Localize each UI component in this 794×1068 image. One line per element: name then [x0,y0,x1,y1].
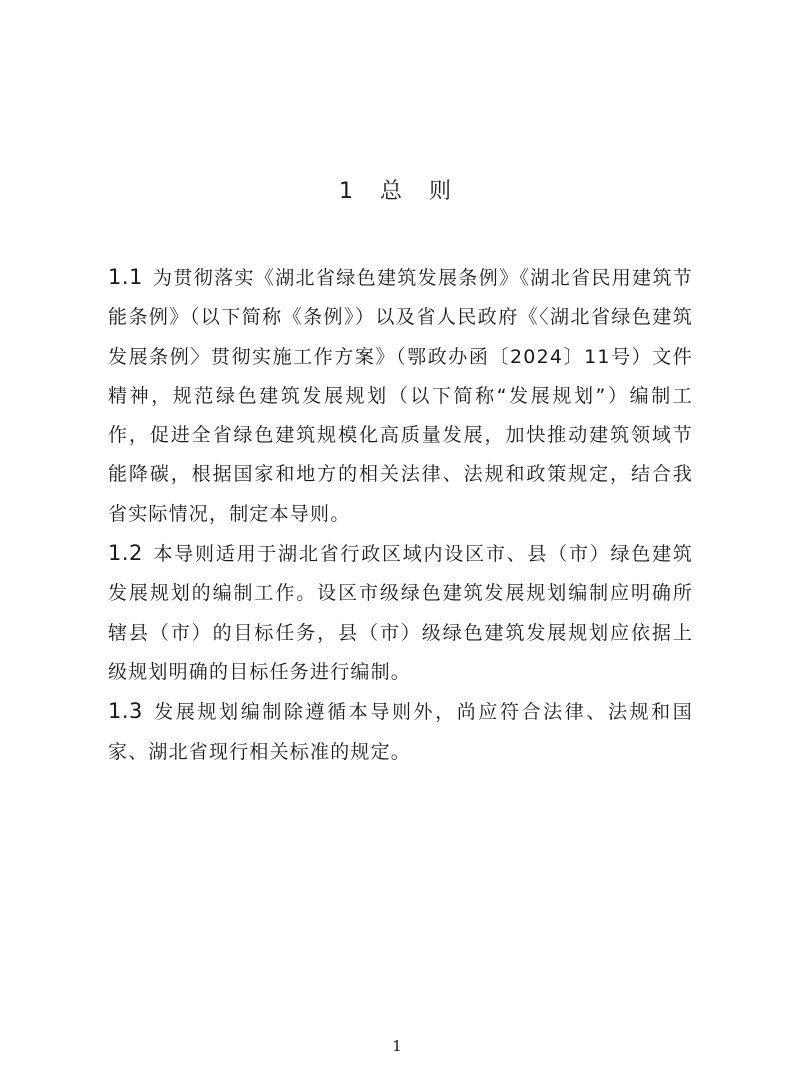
section-1-2 [108,534,693,692]
section-1-1 [108,258,693,534]
chapter-title: 1 总 则 [339,179,461,204]
section-text: 本导则适用于湖北省行政区域内设区市、县（市）绿色建筑发展规划的编制工作。设区市级绿色建筑发展规划编制应明确所辖县（市）的目标任务，县（市）级绿色建筑发展规划应依据上级规划明确的目标任务进行编制。 [108,543,693,683]
page-number: 1 [392,1037,402,1055]
section-text: 为贯彻落实《湖北省绿色建筑发展条例》《湖北省民用建筑节能条例》（以下简称《条例》）以及省人民政府《〈湖北省绿色建筑发展条例〉贯彻实施工作方案》（鄂政办函〔2024〕11号）文件精神，规范绿色建筑发展规划（以下简称“发展规划”）编制工作，促进全省绿色建筑规模化高质量发展，加快推动建筑领域节能降碳，根据国家和地方的相关法律、法规和政策规定，结合我省实际情况，制定本导则。 [108,267,693,525]
section-number: 1.1 [108,265,143,289]
section-number: 1.3 [108,699,143,724]
document-body [108,258,693,772]
section-text: 发展规划编制除遵循本导则外，尚应符合法律、法规和国家、湖北省现行相关标准的规定。 [108,701,693,763]
section-number: 1.2 [108,541,143,566]
section-1-3 [108,692,693,772]
